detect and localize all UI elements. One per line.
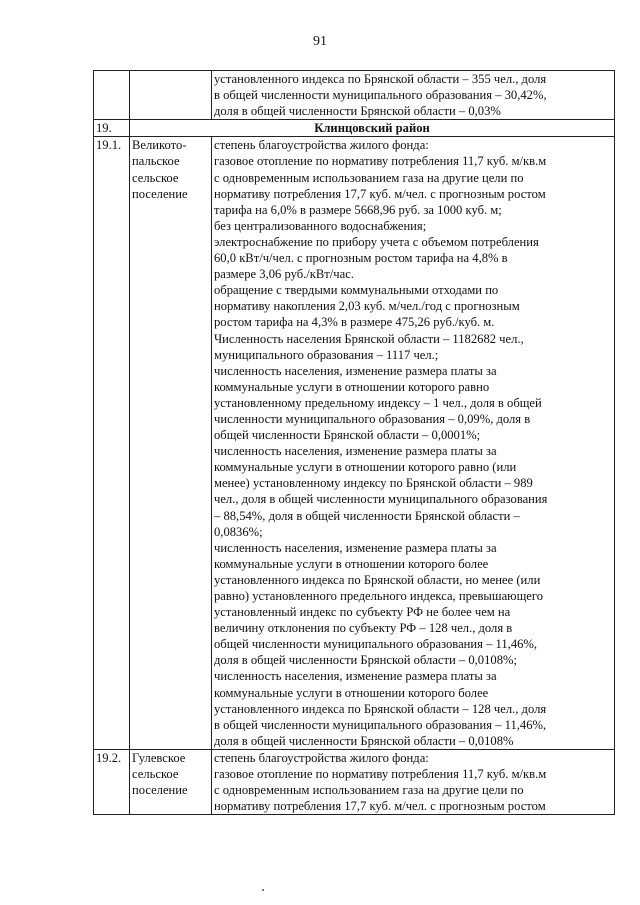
- number-cell: [94, 71, 130, 120]
- text-line: численность населения, изменение размера платы за: [214, 444, 497, 459]
- text-line: равно) установленного предельного индекса, превышающего: [214, 589, 544, 603]
- text-line: установленному предельному индексу – 1 чел., доля в общей: [214, 395, 542, 410]
- text-line: нормативу потребления 17,7 куб. м/чел. с прогнозным ростом: [214, 186, 546, 201]
- text-line: установленный индекс по субъекту РФ не более чем на: [214, 605, 511, 620]
- text-line: электроснабжение по прибору учета с объемом потребления: [214, 234, 539, 249]
- text-line: чел., доля в общей численности муниципального образования: [214, 492, 548, 507]
- text-line: газовое отопление по нормативу потребления 11,7 куб. м/кв.м: [214, 154, 547, 169]
- text-line: с одновременным использованием газа на другие цели по: [214, 170, 524, 185]
- text-line: Численность населения Брянской области – 1182682 чел.,: [214, 331, 524, 346]
- text-line: численность населения, изменение размера платы за: [214, 540, 497, 555]
- text-line: – 88,54%, доля в общей численности Брянской области –: [214, 508, 520, 523]
- text-line: установленного индекса по Брянской области – 128 чел., доля: [214, 701, 547, 716]
- text-line: общей численности Брянской области – 0,0001%;: [214, 428, 481, 443]
- scan-speck: [262, 889, 264, 891]
- name-line: сельское: [132, 767, 179, 782]
- table-row: [94, 749, 615, 814]
- row-number: 19.2.: [94, 749, 130, 814]
- page-number: 91: [313, 34, 327, 49]
- name-line: Гулевское: [132, 750, 186, 765]
- text-line: численность населения, изменение размера платы за: [214, 363, 497, 378]
- text-line: численности муниципального образования – 0,09%, доля в: [214, 411, 531, 426]
- text-line: размере 3,06 руб./кВт/час.: [214, 267, 354, 282]
- text-line: доля в общей численности Брянской области – 0,0108%: [214, 733, 514, 748]
- text-line: коммунальные услуги в отношении которого равно: [214, 379, 490, 394]
- text-line: муниципального образования – 1117 чел.;: [214, 347, 439, 362]
- text-line: газовое отопление по нормативу потребления 11,7 куб. м/кв.м: [214, 767, 547, 782]
- text-line: в общей численности муниципального образования – 30,42%,: [214, 88, 547, 103]
- text-line: общей численности муниципального образования – 11,46%,: [214, 637, 538, 652]
- settlement-name: [130, 137, 212, 750]
- text-line: менее) установленному индексу по Брянской области – 989: [214, 476, 533, 491]
- section-title: Клинцовский район: [130, 120, 615, 137]
- text-line: установленного индекса по Брянской области – 355 чел., доля: [214, 72, 547, 86]
- text-line: ростом тарифа на 4,3% в размере 475,26 руб./куб. м.: [214, 315, 495, 330]
- text-line: в общей численности муниципального образования – 11,46%,: [214, 717, 547, 732]
- description-cell: [212, 71, 615, 120]
- text-line: 0,0836%;: [214, 524, 263, 539]
- text-line: тарифа на 6,0% в размере 5668,96 руб. за 1000 куб. м;: [214, 202, 502, 217]
- name-line: пальское: [132, 154, 180, 169]
- text-line: коммунальные услуги в отношении которого более: [214, 556, 489, 571]
- text-line: коммунальные услуги в отношении которого равно (или: [214, 460, 517, 475]
- text-line: численность населения, изменение размера платы за: [214, 669, 497, 684]
- text-line: с одновременным использованием газа на другие цели по: [214, 783, 524, 798]
- text-line: нормативу накопления 2,03 куб. м/чел./год с прогнозным: [214, 299, 520, 314]
- document-table: [93, 70, 615, 815]
- name-cell: [130, 71, 212, 120]
- description-cell: [212, 749, 615, 814]
- text-line: нормативу потребления 17,7 куб. м/чел. с прогнозным ростом: [214, 799, 546, 814]
- settlement-name: [130, 749, 212, 814]
- text-line: 60,0 кВт/ч/чел. с прогнозным ростом тарифа на 4,8% в: [214, 251, 508, 266]
- name-line: поселение: [132, 783, 188, 798]
- text-line: доля в общей численности Брянской области – 0,03%: [214, 104, 501, 119]
- row-number: 19.1.: [94, 137, 130, 750]
- text-line: без централизованного водоснабжения;: [214, 218, 427, 233]
- text-line: величину отклонения по субъекту РФ – 128 чел., доля в: [214, 621, 513, 636]
- name-line: поселение: [132, 186, 188, 201]
- text-line: доля в общей численности Брянской области – 0,0108%;: [214, 653, 517, 668]
- section-header-row: [94, 120, 615, 137]
- text-line: степень благоустройства жилого фонда:: [214, 138, 429, 153]
- table-row: [94, 137, 615, 750]
- text-line: степень благоустройства жилого фонда:: [214, 750, 429, 765]
- text-line: обращение с твердыми коммунальными отходами по: [214, 283, 499, 298]
- name-line: сельское: [132, 170, 179, 185]
- name-line: Великото-: [132, 138, 187, 153]
- section-number: 19.: [94, 120, 130, 137]
- text-line: установленного индекса по Брянской области, но менее (или: [214, 572, 541, 587]
- table-row: [94, 71, 615, 120]
- description-cell: [212, 137, 615, 750]
- text-line: коммунальные услуги в отношении которого более: [214, 685, 489, 700]
